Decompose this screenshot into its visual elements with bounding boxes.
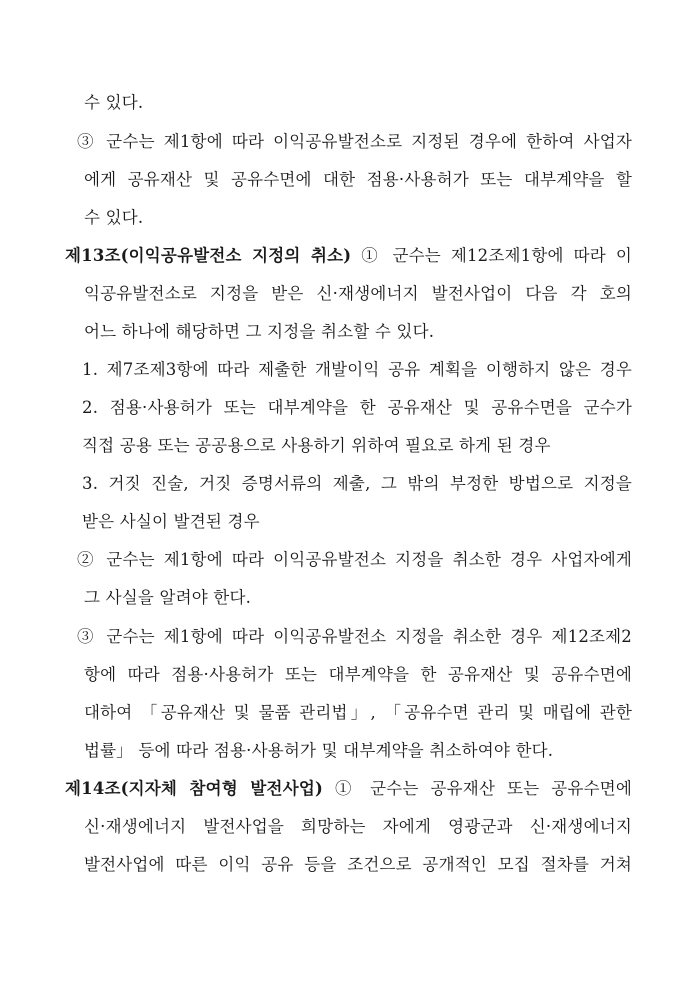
line-text: ① 군수는 제12조제1항에 따라 이 — [351, 246, 633, 265]
text-line — [84, 850, 632, 880]
text-line — [84, 165, 632, 195]
list-item-3-cont — [82, 507, 260, 537]
list-item-2-cont — [82, 431, 551, 461]
line-text: 익공유발전소로 지정을 받은 신·재생에너지 발전사업이 다음 각 호의 — [84, 284, 632, 303]
list-item-1 — [82, 355, 632, 385]
list-item-2 — [82, 393, 632, 423]
line-text: 에게 공유재산 및 공유수면에 대한 점용·사용허가 또는 대부계약을 할 — [84, 170, 632, 189]
line-text: ② 군수는 제1항에 따라 이익공유발전소 지정을 취소한 경우 사업자에게 — [77, 550, 632, 569]
line-text: 신·재생에너지 발전사업을 희망하는 자에게 영광군과 신·재생에너지 — [84, 817, 632, 836]
text-line — [84, 812, 632, 842]
text-line — [84, 736, 553, 766]
line-text: ③ 군수는 제1항에 따라 이익공유발전소 지정을 취소한 경우 제12조제2 — [77, 627, 632, 646]
paragraph-2-line — [77, 545, 632, 575]
line-text: 직접 공용 또는 공공용으로 사용하기 위하여 필요로 하게 된 경우 — [82, 436, 551, 455]
line-text: 수 있다. — [84, 93, 144, 112]
line-text: 1. 제7조제3항에 따라 제출한 개발이익 공유 계획을 이행하지 않은 경우 — [82, 360, 632, 379]
list-item-3 — [82, 469, 632, 499]
line-text: 받은 사실이 발견된 경우 — [82, 512, 260, 531]
line-text: ① 군수는 공유재산 또는 공유수면에 — [322, 779, 632, 798]
line-text: 2. 점용·사용허가 또는 대부계약을 한 공유재산 및 공유수면을 군수가 — [82, 398, 632, 417]
text-line — [84, 203, 143, 233]
text-line — [84, 698, 632, 728]
text-line — [84, 660, 632, 690]
line-text: 어느 하나에 해당하면 그 지정을 취소할 수 있다. — [84, 322, 435, 341]
text-line — [84, 583, 251, 613]
text-line — [84, 88, 143, 118]
text-line — [84, 279, 632, 309]
article-14-title: 제14조(지자체 참여형 발전사업) — [65, 779, 323, 798]
line-text: 그 사실을 알려야 한다. — [84, 588, 252, 607]
article-14-heading-line — [65, 774, 632, 804]
line-text: ③ 군수는 제1항에 따라 이익공유발전소로 지정된 경우에 한하여 사업자 — [77, 132, 632, 151]
line-text: 법률」 등에 따라 점용·사용허가 및 대부계약을 취소하여야 한다. — [84, 741, 554, 760]
article-13-heading-line — [65, 241, 632, 271]
text-line — [84, 317, 434, 347]
paragraph-3-line — [77, 622, 632, 652]
line-text: 3. 거짓 진술, 거짓 증명서류의 제출, 그 밖의 부정한 방법으로 지정을 — [82, 474, 632, 493]
line-text: 수 있다. — [84, 208, 144, 227]
paragraph-3-line — [77, 127, 632, 157]
article-13-title: 제13조(이익공유발전소 지정의 취소) — [65, 246, 352, 265]
line-text: 대하여 「공유재산 및 물품 관리법」, 「공유수면 관리 및 매립에 관한 — [84, 703, 632, 722]
line-text: 항에 따라 점용·사용허가 또는 대부계약을 한 공유재산 및 공유수면에 — [84, 665, 632, 684]
line-text: 발전사업에 따른 이익 공유 등을 조건으로 공개적인 모집 절차를 거쳐 — [84, 855, 632, 874]
